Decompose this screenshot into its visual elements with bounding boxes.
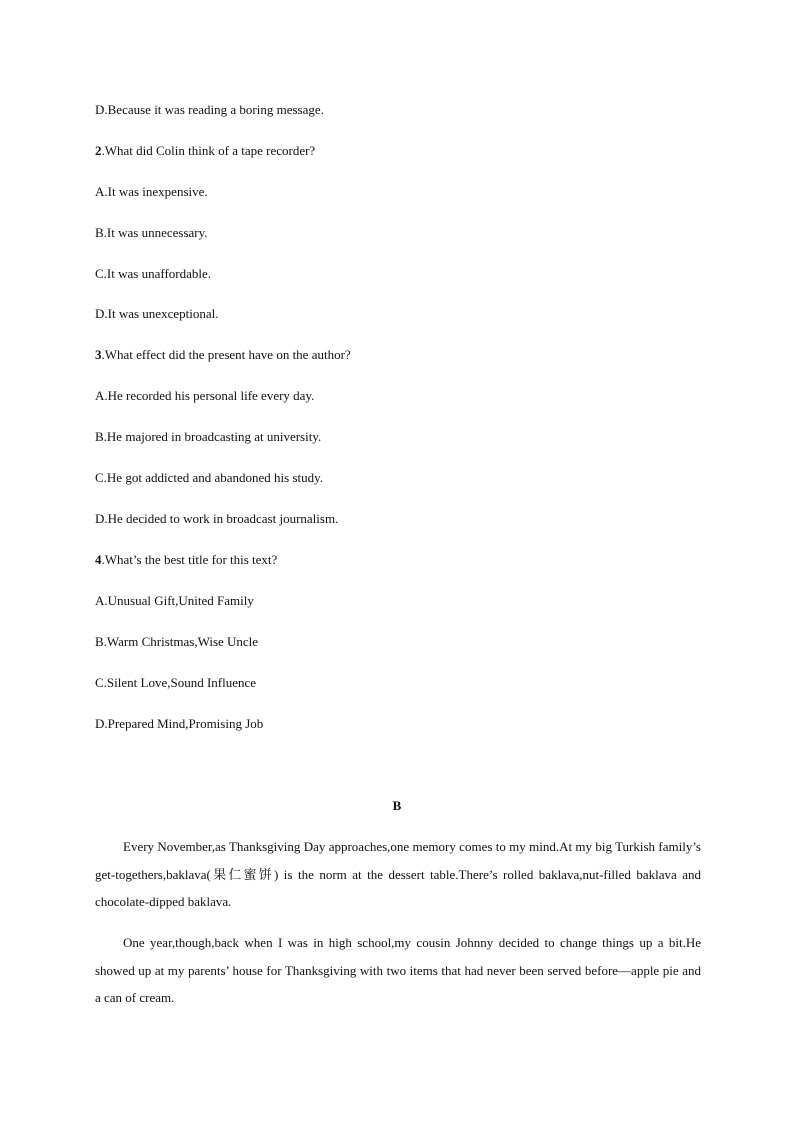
q2-option-c: C.It was unaffordable.: [95, 266, 212, 281]
question-stem: .What effect did the present have on the author?: [101, 347, 351, 362]
q2-option-d: D.It was unexceptional.: [95, 306, 219, 321]
question-number: 2: [95, 143, 102, 158]
q2-option-b: B.It was unnecessary.: [95, 225, 208, 240]
question-stem: .What did Colin think of a tape recorder?: [101, 143, 316, 158]
q3-option-b: B.He majored in broadcasting at university.: [95, 429, 322, 444]
question-number: 3: [95, 347, 102, 362]
question-number: 4: [95, 552, 102, 567]
question-3: [95, 347, 351, 363]
section-b-paragraph-1: [95, 833, 701, 916]
q4-option-d: D.Prepared Mind,Promising Job: [95, 716, 264, 731]
q4-option-b: B.Warm Christmas,Wise Uncle: [95, 634, 259, 649]
section-b-title: B: [392, 798, 402, 813]
q3-option-d: D.He decided to work in broadcast journalism.: [95, 511, 339, 526]
q3-option-c: C.He got addicted and abandoned his study.: [95, 470, 324, 485]
q3-option-a: A.He recorded his personal life every day.: [95, 388, 315, 403]
paragraph-text: One year,though,back when I was in high school,my cousin Johnny decided to change things up a bit.He showed up at my parents’ house for Thanksgiving with two items that had never been served before—apple pie and a can of cream.: [95, 935, 701, 1005]
q2-option-a: A.It was inexpensive.: [95, 184, 208, 199]
question-2: [95, 143, 315, 159]
q4-option-a: A.Unusual Gift,United Family: [95, 593, 254, 608]
section-b-paragraph-2: [95, 929, 701, 1012]
paragraph-text: Every November,as Thanksgiving Day approaches,one memory comes to my mind.At my big Turkish family’s get-togethers,baklava(果仁蜜饼) is the norm at the dessert table.There’s rolled baklava,nut-filled baklava and chocolate-dipped baklava.: [95, 839, 701, 909]
question-stem: .What’s the best title for this text?: [101, 552, 278, 567]
question-4: [95, 552, 277, 568]
q1-option-d: D.Because it was reading a boring message.: [95, 102, 324, 117]
q4-option-c: C.Silent Love,Sound Influence: [95, 675, 257, 690]
